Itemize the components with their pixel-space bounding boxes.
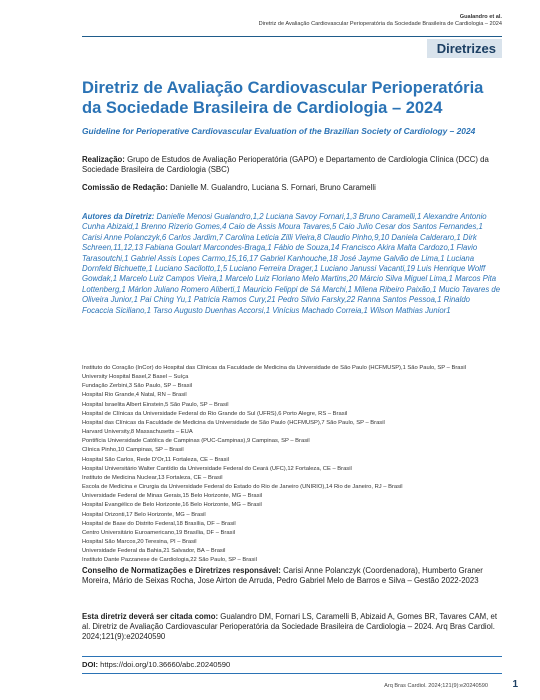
citation-text: Gualandro DM, Fornari LS, Caramelli B, Abizaid A, Gomes BR, Tavares CAM, et al. Diretriz de Avaliação Cardiovascular Perioperatória da Sociedade Brasileira de Cardiologia – 2024. Arq Bras Cardiol. 2024;121(9):e20240590 [82, 612, 498, 641]
page-title: Diretriz de Avaliação Cardiovascular Perioperatória da Sociedade Brasileira de Cardiologia – 2024 [82, 79, 484, 117]
affiliation-item: Instituto Dante Pazzanese de Cardiologia,22 São Paulo, SP – Brasil [82, 557, 257, 564]
affiliation-item: Escola de Medicina e Cirurgia da Universidade Federal do Estado do Rio de Janeiro (UNIRIO),14 Rio de Janeiro, RJ – Brasil [82, 484, 403, 491]
running-header-title: Diretriz de Avaliação Cardiovascular Perioperatória da Sociedade Brasileira de Cardiologia – 2024 [258, 21, 502, 27]
conselho-label: Conselho de Normatizações e Diretrizes responsável: [82, 566, 281, 575]
citation-label: Esta diretriz deverá ser citada como: [82, 612, 219, 621]
section-banner [82, 36, 502, 59]
authors-paragraph [82, 212, 502, 316]
running-header-authors: Gualandro et al. [459, 14, 502, 20]
affiliation-item: Instituto de Medicina Nuclear,13 Fortaleza, CE – Brasil [82, 474, 223, 481]
running-header [259, 14, 502, 28]
affiliation-item: Universidade Federal da Bahia,21 Salvador, BA – Brasil [82, 548, 226, 555]
affiliation-item: Hospital Evangélico de Belo Horizonte,16 Belo Horizonte, MG – Brasil [82, 502, 262, 509]
page-subtitle: Guideline for Perioperative Cardiovascular Evaluation of the Brazilian Society of Cardiology – 2024 [82, 126, 476, 136]
affiliation-item: Centro Universitário Euroamericano,19 Brasília, DF – Brasil [82, 529, 236, 536]
affiliation-item: Hospital São Marcos,20 Teresina, PI – Brasil [82, 538, 197, 545]
doi-label: DOI: [82, 660, 99, 669]
footer-divider [82, 673, 502, 674]
realizacao-text: Grupo de Estudos de Avaliação Perioperatória (GAPO) e Departamento de Cardiologia Clínica (DCC) da Sociedade Brasileira de Cardiologia (SBC) [82, 155, 489, 174]
section-tag: Diretrizes [427, 39, 502, 58]
comissao-label: Comissão de Redação: [82, 183, 168, 192]
authors-label: Autores da Diretriz: [82, 212, 155, 221]
affiliation-item: Hospital Orizonti,17 Belo Horizonte, MG – Brasil [82, 511, 206, 518]
affiliation-item: Harvard University,8 Massachusetts – EUA [82, 429, 193, 436]
doi-line [82, 660, 230, 669]
realizacao-label: Realização: [82, 155, 125, 164]
affiliation-item: Instituto do Coração (InCor) do Hospital das Clínicas da Faculdade de Medicina da Universidade de São Paulo (HCFMUSP),1 São Paulo, SP – Brasil [82, 365, 466, 371]
page-number: 1 [512, 679, 518, 690]
affiliation-item: Hospital das Clínicas da Faculdade de Medicina da Universidade de São Paulo (HCFMUSP),7 São Paulo, SP – Brasil [82, 419, 385, 426]
comissao-paragraph [82, 183, 502, 193]
comissao-text: Danielle M. Gualandro, Luciana S. Fornari, Bruno Caramelli [169, 183, 376, 192]
citation-paragraph [82, 612, 502, 642]
realizacao-paragraph [82, 155, 502, 175]
affiliation-item: Hospital Israelita Albert Einstein,5 São Paulo, SP – Brasil [82, 401, 229, 408]
affiliation-item: Hospital Rio Grande,4 Natal, RN – Brasil [82, 392, 187, 399]
footer-citation: Arq Bras Cardiol. 2024;121(9):e20240590 [384, 683, 488, 689]
affiliations-list [82, 364, 502, 565]
conselho-paragraph [82, 566, 502, 586]
affiliation-item: Hospital de Clínicas da Universidade Federal do Rio Grande do Sul (UFRS),6 Porto Alegre, RS – Brasil [82, 410, 348, 417]
authors-list: Danielle Menosi Gualandro,1,2 Luciana Savoy Fornari,1,3 Bruno Caramelli,1 Alexandre Antonio Cunha Abizaid,1 Brenno Rizerio Gomes,4 Caio de Assis Moura Tavares,5 Caio Julio Cesar dos Santos Fernandes,1 Carisi Anne Polanczyk,6 Carlos Jardim,7 Carolina Leticia Zilli Vieira,8 Claudio Pinho,9,10 Daniela Calderaro,1 Dirk Schreen,11,12,13 Fabiana Goulart Marcondes-Braga,1 Fábio de Souza,14 Francisco Akira Malta Cardozo,1 Flavio Tarasoutchi,1 Gabriel Assis Lopes Carmo,15,16,17 Gabriel Kanhouche,18 José Jayme Galvão de Lima,1 Luciana Dornfeld Bichuette,1 Luciano Sacilotto,1,5 Luciano Ferreira Drager,1 Luciano Janussi Vacanti,19 Luis Henrique Wolff Gowdak,1 Marcelo Luiz Campos Vieira,1 Marcelo Luiz Floriano Melo Martins,20 Márcio Silva Miguel Lima,1 Marcos Pita Lottenberg,1 Márlon Juliano Romero Aliberti,1 Mauricio Felippi de Sá Marchi,1 Milena Ribeiro Paixão,1 Mucio Tavares de Oliveira Junior,1 Pai Ching Yu,1 Patricia Ramos Cury,21 Pedro Silvio Farsky,22 Ranna Santos Pessoa,1 Rinaldo Focaccia Siciliano,1 Tarso Augusto Duenhas Accorsi,1 Vinícius Machado Correia,1 Wilson Mathias Junior1 [82, 212, 501, 315]
affiliation-item: Hospital São Carlos, Rede D'Or,11 Fortaleza, CE – Brasil [82, 456, 229, 463]
affiliation-item: University Hospital Basel,2 Basel – Suíça [82, 374, 189, 381]
affiliation-item: Universidade Federal de Minas Gerais,15 Belo Horizonte, MG – Brasil [82, 493, 263, 500]
affiliation-item: Clínica Pinho,10 Campinas, SP – Brasil [82, 447, 184, 454]
affiliation-item: Fundação Zerbini,3 São Paulo, SP – Brasil [82, 383, 193, 390]
affiliation-item: Pontifícia Universidade Católica de Campinas (PUC-Campinas),9 Campinas, SP – Brasil [82, 438, 310, 445]
doi-divider [82, 656, 502, 657]
conselho-text: Carisi Anne Polanczyk (Coordenadora), Humberto Graner Moreira, Mário de Seixas Rocha, Jose Airton de Arruda, Pedro Gabriel Melo de Barros e Silva – Gestão 2022-2023 [82, 566, 483, 585]
affiliation-item: Hospital Universitário Walter Cantídio da Universidade Federal do Ceará (UFC),12 Fortaleza, CE – Brasil [82, 465, 352, 472]
affiliation-item: Hospital de Base do Distrito Federal,18 Brasília, DF – Brasil [82, 520, 236, 527]
doi-link[interactable]: https://doi.org/10.36660/abc.20240590 [100, 660, 231, 669]
